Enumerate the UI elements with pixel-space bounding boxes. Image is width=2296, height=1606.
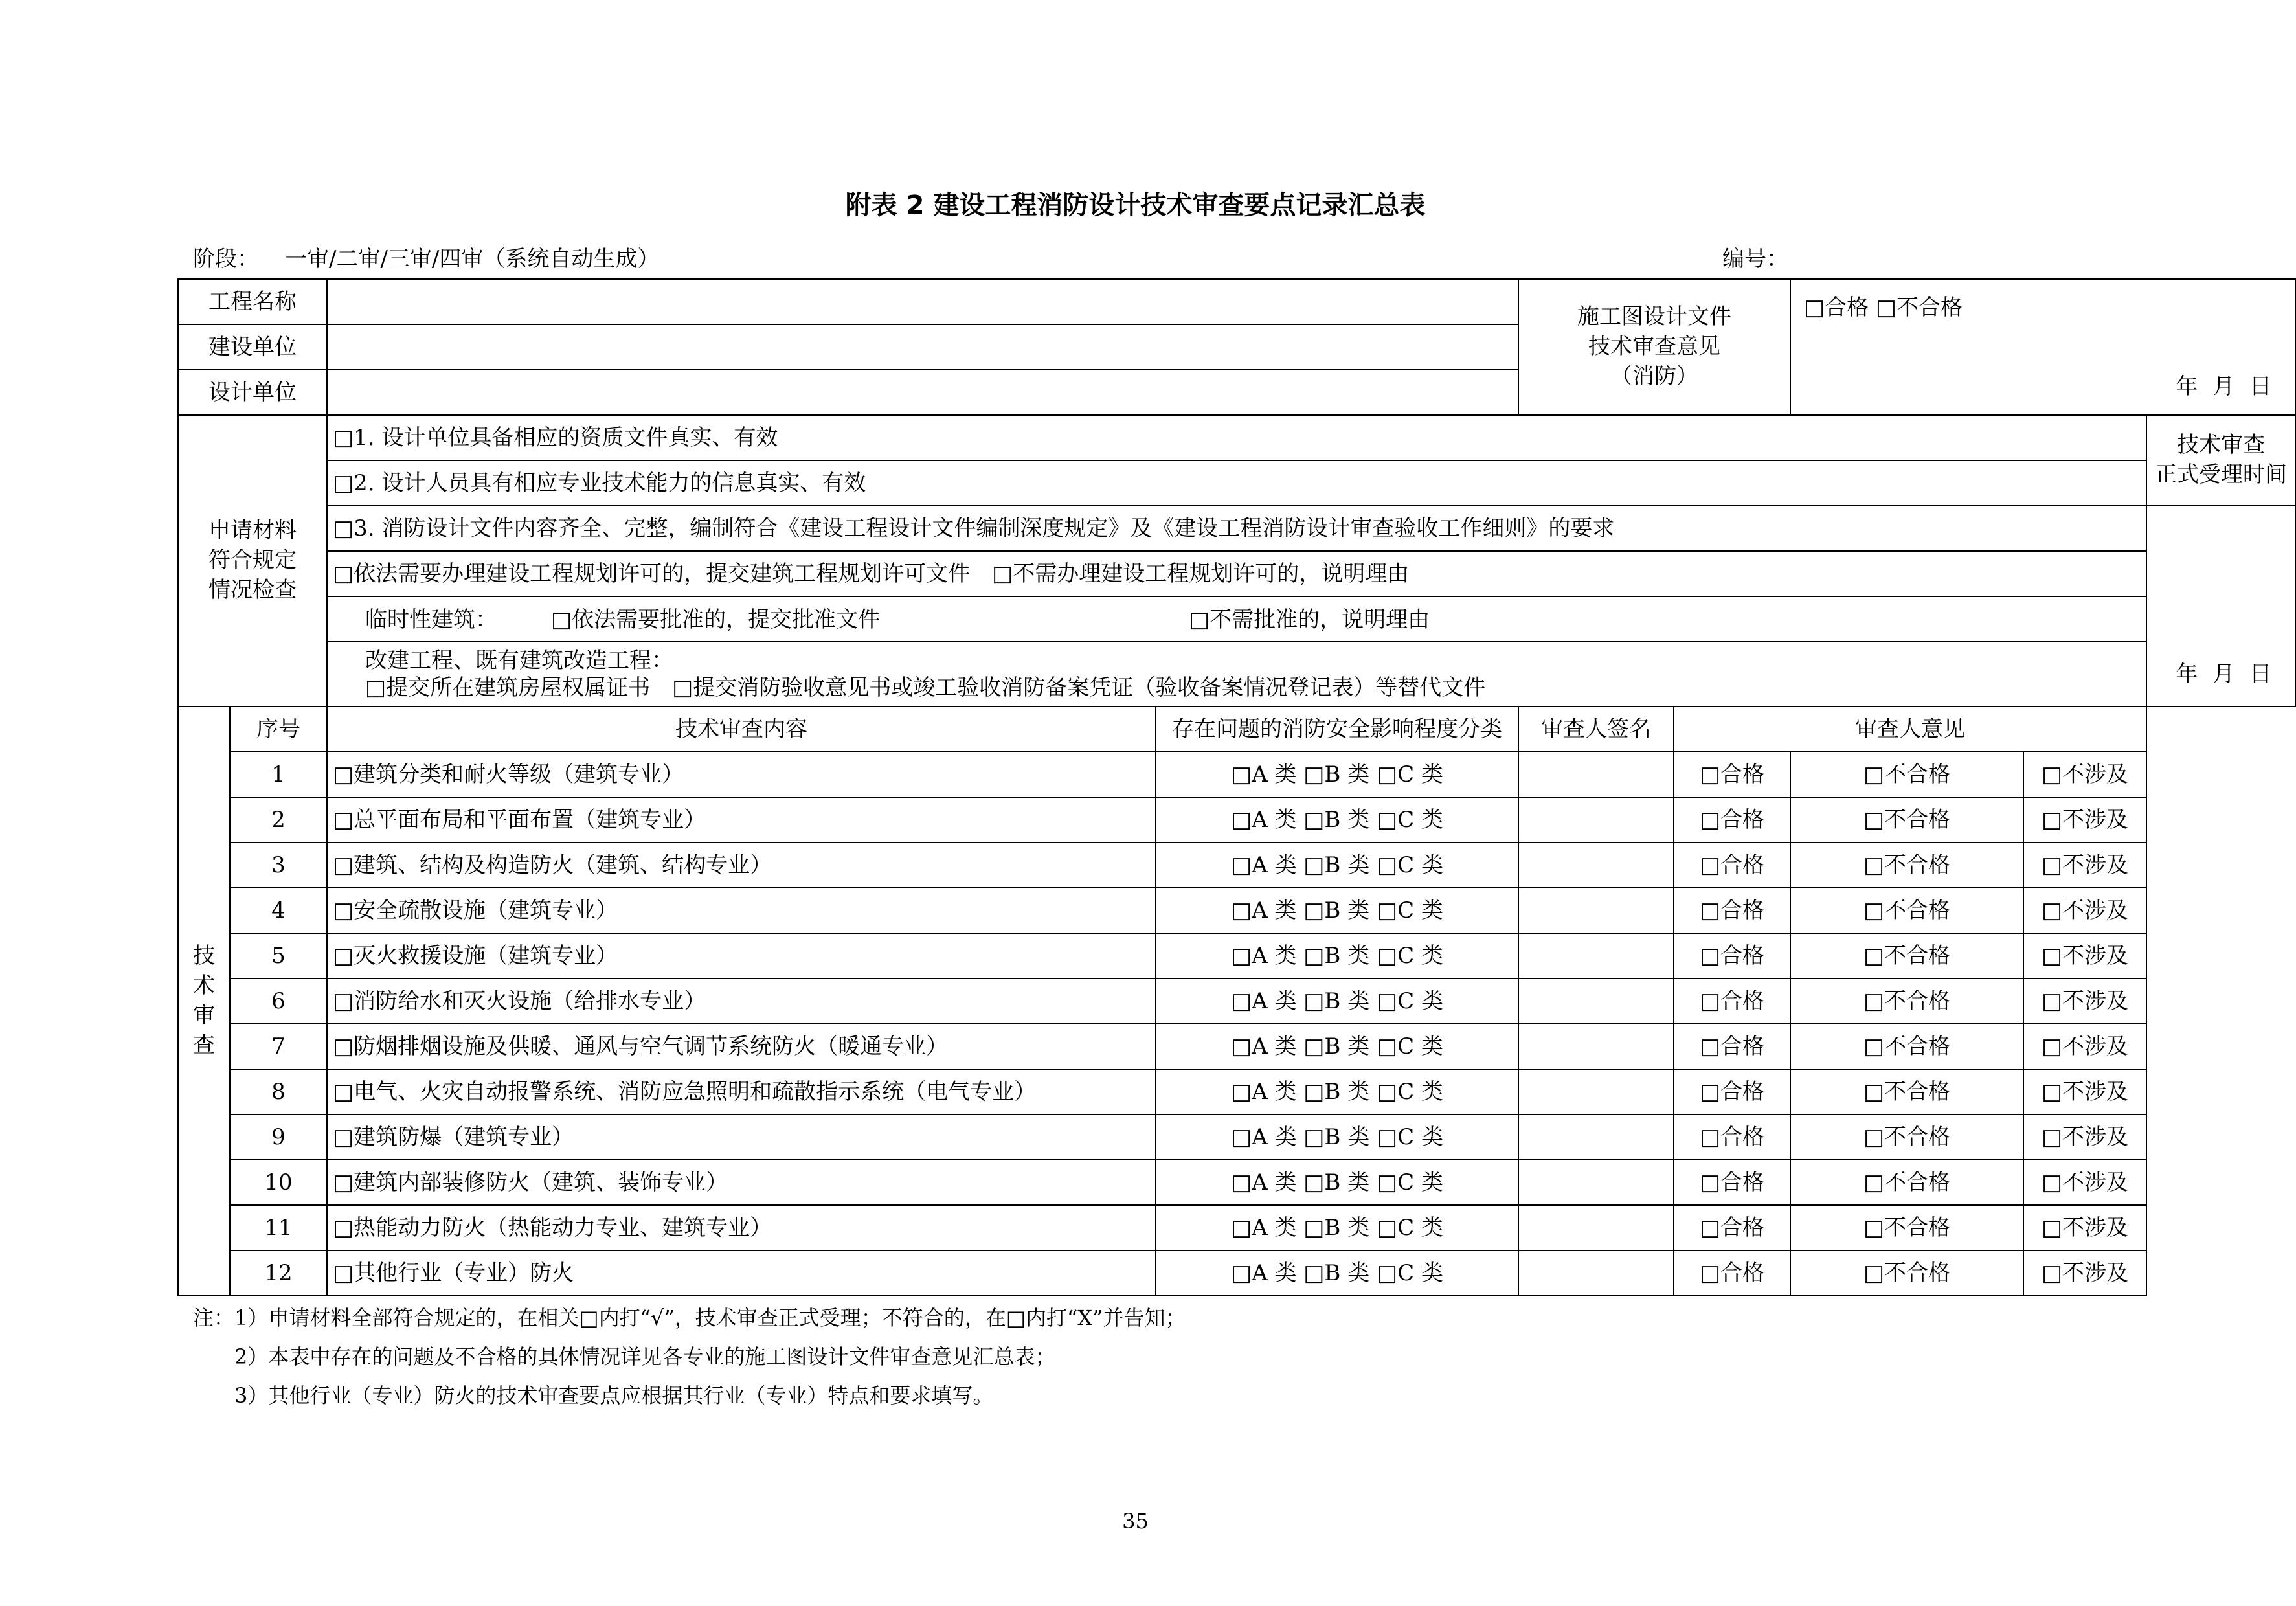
row-class-options[interactable]: □A 类 □B 类 □C 类 [1156, 1024, 1518, 1069]
materials-item-3[interactable]: □3. 消防设计文件内容齐全、完整，编制符合《建设工程设计文件编制深度规定》及《建设工程消防设计审查验收工作细则》的要求 [327, 506, 2146, 551]
note-2: 2）本表中存在的问题及不合格的具体情况详见各专业的施工图设计文件审查意见汇总表； [193, 1344, 1056, 1369]
design-opinion-label: 施工图设计文件 技术审查意见 （消防） [1518, 279, 1790, 415]
row-number: 3 [230, 843, 327, 888]
row-signer[interactable] [1518, 1024, 1674, 1069]
row-number: 9 [230, 1114, 327, 1160]
row-opinion-fail[interactable]: □不合格 [1790, 1160, 2023, 1205]
row-opinion-pass[interactable]: □合格 [1674, 888, 1790, 933]
row-content[interactable]: □建筑分类和耐火等级（建筑专业） [327, 752, 1156, 797]
row-opinion-na[interactable]: □不涉及 [2023, 888, 2146, 933]
builder-value[interactable] [327, 324, 1518, 370]
row-class-options[interactable]: □A 类 □B 类 □C 类 [1156, 1160, 1518, 1205]
row-opinion-pass[interactable]: □合格 [1674, 1205, 1790, 1250]
temporary-building-label: 临时性建筑： [365, 607, 497, 633]
row-opinion-na[interactable]: □不涉及 [2023, 1114, 2146, 1160]
row-signer[interactable] [1518, 1205, 1674, 1250]
row-opinion-pass[interactable]: □合格 [1674, 978, 1790, 1024]
designer-label: 设计单位 [178, 370, 327, 415]
row-signer[interactable] [1518, 1160, 1674, 1205]
row-number: 12 [230, 1250, 327, 1296]
page-title: 附表 2 建设工程消防设计技术审查要点记录汇总表 [845, 190, 1426, 220]
renovation-options[interactable]: □提交所在建筑房屋权属证书 □提交消防验收意见书或竣工验收消防备案凭证（验收备案情况登记表）等替代文件 [365, 675, 1486, 701]
row-opinion-pass[interactable]: □合格 [1674, 1114, 1790, 1160]
materials-item-1[interactable]: □1. 设计单位具备相应的资质文件真实、有效 [327, 415, 2146, 460]
row-opinion-na[interactable]: □不涉及 [2023, 797, 2146, 843]
row-number: 10 [230, 1160, 327, 1205]
row-content[interactable]: □建筑内部装修防火（建筑、装饰专业） [327, 1160, 1156, 1205]
row-signer[interactable] [1518, 752, 1674, 797]
row-opinion-fail[interactable]: □不合格 [1790, 933, 2023, 978]
table-row [178, 888, 2295, 933]
row-content[interactable]: □安全疏散设施（建筑专业） [327, 888, 1156, 933]
row-opinion-fail[interactable]: □不合格 [1790, 1024, 2023, 1069]
row-number: 2 [230, 797, 327, 843]
row-content[interactable]: □建筑防爆（建筑专业） [327, 1114, 1156, 1160]
page-number: 35 [1122, 1509, 1149, 1533]
number-label: 编号： [1722, 246, 1788, 272]
row-opinion-na[interactable]: □不涉及 [2023, 1069, 2146, 1114]
row-opinion-fail[interactable]: □不合格 [1790, 1114, 2023, 1160]
row-opinion-fail[interactable]: □不合格 [1790, 978, 2023, 1024]
row-content[interactable]: □电气、火灾自动报警系统、消防应急照明和疏散指示系统（电气专业） [327, 1069, 1156, 1114]
row-opinion-fail[interactable]: □不合格 [1790, 888, 2023, 933]
table-row [178, 843, 2295, 888]
row-signer[interactable] [1518, 1069, 1674, 1114]
row-opinion-pass[interactable]: □合格 [1674, 1250, 1790, 1296]
row-signer[interactable] [1518, 978, 1674, 1024]
project-name-label: 工程名称 [178, 279, 327, 324]
table-row [178, 1160, 2295, 1205]
row-opinion-fail[interactable]: □不合格 [1790, 1250, 2023, 1296]
row-content[interactable]: □总平面布局和平面布置（建筑专业） [327, 797, 1156, 843]
renovation-label: 改建工程、既有建筑改造工程： [365, 648, 673, 673]
table-row [178, 1205, 2295, 1250]
row-number: 6 [230, 978, 327, 1024]
row-class-options[interactable]: □A 类 □B 类 □C 类 [1156, 933, 1518, 978]
row-class-options[interactable]: □A 类 □B 类 □C 类 [1156, 1069, 1518, 1114]
table-row [178, 933, 2295, 978]
row-opinion-na[interactable]: □不涉及 [2023, 752, 2146, 797]
col-content-header: 技术审查内容 [327, 707, 1156, 752]
review-summary-table [177, 278, 2296, 1296]
row-opinion-pass[interactable]: □合格 [1674, 1160, 1790, 1205]
renovation-row [327, 642, 2146, 707]
row-number: 7 [230, 1024, 327, 1069]
builder-label: 建设单位 [178, 324, 327, 370]
row-number: 11 [230, 1205, 327, 1250]
row-opinion-na[interactable]: □不涉及 [2023, 1205, 2146, 1250]
row-class-options[interactable]: □A 类 □B 类 □C 类 [1156, 752, 1518, 797]
row-number: 1 [230, 752, 327, 797]
row-content[interactable]: □热能动力防火（热能动力专业、建筑专业） [327, 1205, 1156, 1250]
row-content[interactable]: □建筑、结构及构造防火（建筑、结构专业） [327, 843, 1156, 888]
table-row [178, 1069, 2295, 1114]
table-row [178, 1114, 2295, 1160]
row-opinion-na[interactable]: □不涉及 [2023, 978, 2146, 1024]
note-3: 3）其他行业（专业）防火的技术审查要点应根据其行业（专业）特点和要求填写。 [193, 1383, 994, 1408]
table-row [178, 1024, 2295, 1069]
temporary-building-option-2[interactable]: □不需批准的，说明理由 [1189, 607, 1430, 633]
row-opinion-fail[interactable]: □不合格 [1790, 1069, 2023, 1114]
note-1: 注：1）申请材料全部符合规定的，在相关□内打“√”，技术审查正式受理；不符合的，在□内打“X”并告知； [193, 1306, 1186, 1330]
row-content[interactable]: □消防给水和灭火设施（给排水专业） [327, 978, 1156, 1024]
row-opinion-fail[interactable]: □不合格 [1790, 797, 2023, 843]
row-class-options[interactable]: □A 类 □B 类 □C 类 [1156, 843, 1518, 888]
accept-time-date: 年 月 日 [2146, 506, 2295, 707]
row-signer[interactable] [1518, 797, 1674, 843]
row-number: 8 [230, 1069, 327, 1114]
row-opinion-fail[interactable]: □不合格 [1790, 752, 2023, 797]
materials-item-2[interactable]: □2. 设计人员具有相应专业技术能力的信息真实、有效 [327, 460, 2146, 506]
stage-value: 一审/二审/三审/四审（系统自动生成） [285, 246, 660, 272]
row-class-options[interactable]: □A 类 □B 类 □C 类 [1156, 888, 1518, 933]
project-name-value[interactable] [327, 279, 1518, 324]
row-opinion-pass[interactable]: □合格 [1674, 797, 1790, 843]
row-content[interactable]: □灭火救援设施（建筑专业） [327, 933, 1156, 978]
temporary-building-row [327, 596, 2146, 642]
table-row [178, 1250, 2295, 1296]
design-opinion-date: 年 月 日 [2176, 373, 2276, 400]
row-class-options[interactable]: □A 类 □B 类 □C 类 [1156, 978, 1518, 1024]
col-class-header: 存在问题的消防安全影响程度分类 [1156, 707, 1518, 752]
row-class-options[interactable]: □A 类 □B 类 □C 类 [1156, 1250, 1518, 1296]
row-signer[interactable] [1518, 1250, 1674, 1296]
row-signer[interactable] [1518, 933, 1674, 978]
table-row [178, 752, 2295, 797]
materials-item-4[interactable]: □依法需要办理建设工程规划许可的，提交建筑工程规划许可文件 □不需办理建设工程规划许可的，说明理由 [327, 551, 2146, 596]
row-opinion-na[interactable]: □不涉及 [2023, 1160, 2146, 1205]
col-no-header: 序号 [230, 707, 327, 752]
row-opinion-pass[interactable]: □合格 [1674, 752, 1790, 797]
row-opinion-na[interactable]: □不涉及 [2023, 933, 2146, 978]
design-opinion-cell [1790, 279, 2295, 415]
accept-time-label: 技术审查 正式受理时间 [2146, 415, 2295, 506]
row-opinion-fail[interactable]: □不合格 [1790, 843, 2023, 888]
row-opinion-na[interactable]: □不涉及 [2023, 1250, 2146, 1296]
design-opinion-value[interactable]: □合格 □不合格 [1804, 295, 1963, 321]
notes [193, 1298, 1186, 1415]
row-class-options[interactable]: □A 类 □B 类 □C 类 [1156, 1114, 1518, 1160]
row-class-options[interactable]: □A 类 □B 类 □C 类 [1156, 1205, 1518, 1250]
row-opinion-pass[interactable]: □合格 [1674, 1069, 1790, 1114]
materials-check-label: 申请材料 符合规定 情况检查 [178, 415, 327, 707]
row-content[interactable]: □防烟排烟设施及供暖、通风与空气调节系统防火（暖通专业） [327, 1024, 1156, 1069]
row-signer[interactable] [1518, 843, 1674, 888]
row-signer[interactable] [1518, 1114, 1674, 1160]
row-content[interactable]: □其他行业（专业）防火 [327, 1250, 1156, 1296]
table-row [178, 978, 2295, 1024]
col-signer-header: 审查人签名 [1518, 707, 1674, 752]
row-opinion-na[interactable]: □不涉及 [2023, 1024, 2146, 1069]
table-row [178, 797, 2295, 843]
stage-label: 阶段： [193, 246, 259, 272]
technical-review-label: 技 术 审 查 [178, 707, 230, 1296]
designer-value[interactable] [327, 370, 1518, 415]
row-opinion-pass[interactable]: □合格 [1674, 1024, 1790, 1069]
row-class-options[interactable]: □A 类 □B 类 □C 类 [1156, 797, 1518, 843]
temporary-building-option-1[interactable]: □依法需要批准的，提交批准文件 [551, 607, 881, 633]
row-opinion-pass[interactable]: □合格 [1674, 933, 1790, 978]
row-number: 5 [230, 933, 327, 978]
row-opinion-na[interactable]: □不涉及 [2023, 843, 2146, 888]
row-opinion-fail[interactable]: □不合格 [1790, 1205, 2023, 1250]
col-opinion-header: 审查人意见 [1674, 707, 2146, 752]
row-signer[interactable] [1518, 888, 1674, 933]
row-number: 4 [230, 888, 327, 933]
row-opinion-pass[interactable]: □合格 [1674, 843, 1790, 888]
